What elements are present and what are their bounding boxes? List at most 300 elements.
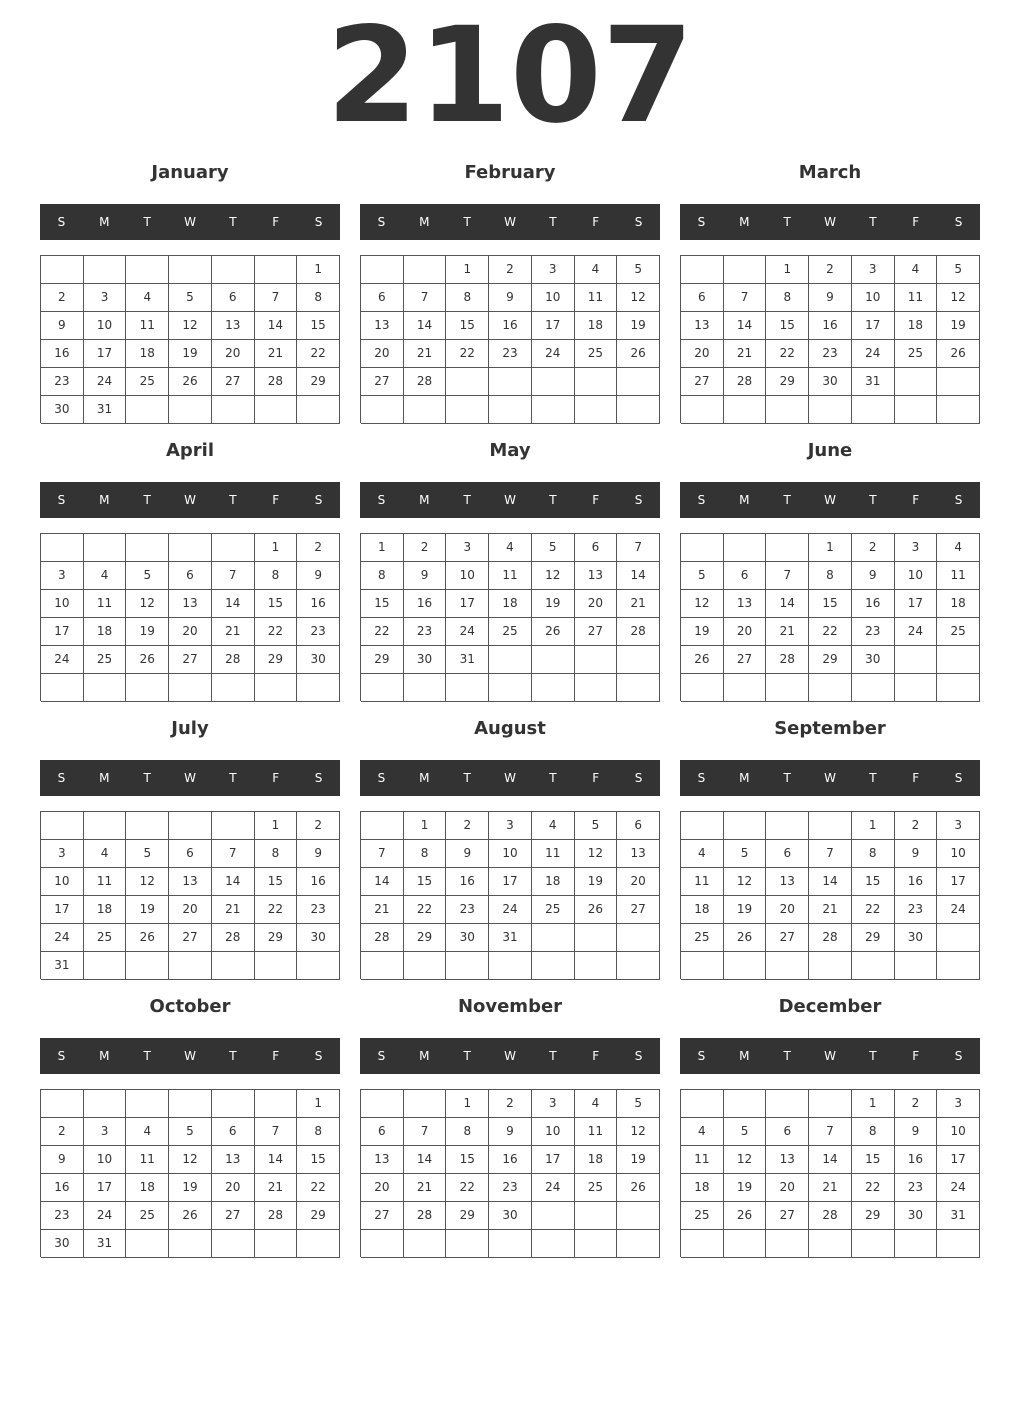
day-cell: 3 (489, 812, 532, 840)
day-cell: 7 (404, 1118, 447, 1146)
day-cell: 12 (575, 840, 618, 868)
day-cell: 5 (169, 1118, 212, 1146)
day-cell: 23 (489, 1174, 532, 1202)
day-cell: 6 (361, 284, 404, 312)
weekday-label: W (184, 215, 196, 229)
empty-day-cell (575, 396, 618, 424)
empty-day-cell (255, 396, 298, 424)
empty-day-cell (724, 812, 767, 840)
weekday-label: M (419, 493, 430, 507)
day-cell: 16 (404, 590, 447, 618)
day-cell: 2 (41, 284, 84, 312)
day-cell: 28 (212, 924, 255, 952)
day-cell: 19 (617, 1146, 660, 1174)
empty-day-cell (446, 396, 489, 424)
day-cell: 16 (297, 868, 340, 896)
weekday-label: T (549, 493, 557, 507)
day-cell: 17 (532, 1146, 575, 1174)
day-cell: 21 (809, 1174, 852, 1202)
empty-day-cell (809, 952, 852, 980)
empty-day-cell (937, 396, 980, 424)
day-grid (40, 811, 340, 979)
day-cell: 15 (446, 312, 489, 340)
day-cell: 22 (297, 1174, 340, 1202)
empty-day-cell (681, 952, 724, 980)
empty-day-cell (41, 812, 84, 840)
empty-day-cell (724, 1090, 767, 1118)
month-name: October (149, 996, 231, 1017)
day-cell: 1 (404, 812, 447, 840)
day-cell: 19 (532, 590, 575, 618)
empty-day-cell (895, 368, 938, 396)
day-cell: 27 (575, 618, 618, 646)
day-cell: 1 (809, 534, 852, 562)
empty-day-cell (41, 674, 84, 702)
day-cell: 3 (937, 812, 980, 840)
day-cell: 23 (404, 618, 447, 646)
empty-day-cell (681, 1090, 724, 1118)
day-cell: 13 (617, 840, 660, 868)
weekday-label: T (869, 771, 877, 785)
day-cell: 22 (404, 896, 447, 924)
day-cell: 7 (809, 840, 852, 868)
day-cell: 10 (446, 562, 489, 590)
day-cell: 13 (681, 312, 724, 340)
weekday-label: F (272, 771, 280, 785)
weekday-header (40, 760, 340, 796)
empty-day-cell (766, 952, 809, 980)
weekday-label: F (592, 771, 600, 785)
day-cell: 25 (126, 1202, 169, 1230)
day-cell: 5 (724, 1118, 767, 1146)
empty-day-cell (575, 368, 618, 396)
day-cell: 17 (895, 590, 938, 618)
empty-day-cell (169, 396, 212, 424)
weekday-label: S (377, 493, 386, 507)
weekday-label: T (143, 1049, 151, 1063)
day-cell: 15 (852, 868, 895, 896)
day-cell: 16 (809, 312, 852, 340)
empty-day-cell (766, 1230, 809, 1258)
day-cell: 1 (446, 1090, 489, 1118)
day-cell: 23 (297, 618, 340, 646)
day-cell: 10 (532, 284, 575, 312)
day-cell: 9 (809, 284, 852, 312)
day-cell: 7 (255, 284, 298, 312)
empty-day-cell (255, 1230, 298, 1258)
empty-day-cell (895, 646, 938, 674)
day-cell: 24 (84, 368, 127, 396)
day-cell: 28 (255, 368, 298, 396)
day-cell: 13 (361, 1146, 404, 1174)
empty-day-cell (212, 396, 255, 424)
day-cell: 8 (361, 562, 404, 590)
day-cell: 13 (169, 590, 212, 618)
weekday-label: S (314, 1049, 323, 1063)
day-cell: 20 (575, 590, 618, 618)
day-cell: 16 (489, 1146, 532, 1174)
weekday-label: W (824, 215, 836, 229)
day-cell: 19 (724, 1174, 767, 1202)
weekday-label: S (697, 1049, 706, 1063)
day-cell: 8 (809, 562, 852, 590)
empty-day-cell (575, 646, 618, 674)
weekday-label: T (869, 493, 877, 507)
day-cell: 29 (852, 1202, 895, 1230)
day-grid (40, 1089, 340, 1257)
day-cell: 26 (724, 1202, 767, 1230)
day-cell: 27 (212, 1202, 255, 1230)
weekday-label: S (377, 215, 386, 229)
day-cell: 9 (852, 562, 895, 590)
empty-day-cell (169, 256, 212, 284)
weekday-label: W (504, 493, 516, 507)
day-cell: 21 (212, 896, 255, 924)
day-cell: 24 (852, 340, 895, 368)
day-cell: 30 (446, 924, 489, 952)
empty-day-cell (297, 396, 340, 424)
day-cell: 10 (41, 590, 84, 618)
empty-day-cell (126, 812, 169, 840)
day-cell: 2 (489, 256, 532, 284)
empty-day-cell (489, 674, 532, 702)
day-cell: 22 (255, 896, 298, 924)
weekday-label: T (463, 771, 471, 785)
day-cell: 15 (255, 868, 298, 896)
weekday-label: T (463, 493, 471, 507)
day-cell: 30 (852, 646, 895, 674)
day-cell: 7 (724, 284, 767, 312)
day-cell: 8 (255, 562, 298, 590)
day-cell: 22 (809, 618, 852, 646)
day-cell: 27 (766, 924, 809, 952)
day-cell: 9 (41, 312, 84, 340)
day-cell: 15 (361, 590, 404, 618)
day-cell: 7 (766, 562, 809, 590)
day-cell: 17 (41, 618, 84, 646)
day-cell: 15 (404, 868, 447, 896)
day-cell: 4 (84, 840, 127, 868)
day-cell: 18 (489, 590, 532, 618)
day-cell: 20 (766, 896, 809, 924)
day-cell: 28 (809, 924, 852, 952)
day-cell: 10 (41, 868, 84, 896)
empty-day-cell (404, 396, 447, 424)
empty-day-cell (575, 1230, 618, 1258)
day-cell: 7 (361, 840, 404, 868)
empty-day-cell (575, 924, 618, 952)
day-cell: 28 (255, 1202, 298, 1230)
day-cell: 1 (852, 1090, 895, 1118)
weekday-label: W (184, 771, 196, 785)
day-cell: 24 (41, 924, 84, 952)
day-cell: 23 (41, 1202, 84, 1230)
empty-day-cell (809, 674, 852, 702)
weekday-label: M (99, 771, 110, 785)
day-cell: 3 (532, 1090, 575, 1118)
weekday-label: S (57, 771, 66, 785)
weekday-label: T (463, 215, 471, 229)
empty-day-cell (404, 1090, 447, 1118)
empty-day-cell (724, 256, 767, 284)
day-cell: 29 (255, 646, 298, 674)
empty-day-cell (895, 1230, 938, 1258)
day-cell: 3 (852, 256, 895, 284)
day-cell: 29 (766, 368, 809, 396)
weekday-label: W (824, 493, 836, 507)
day-cell: 27 (169, 646, 212, 674)
empty-day-cell (361, 952, 404, 980)
empty-day-cell (361, 812, 404, 840)
day-cell: 13 (169, 868, 212, 896)
day-cell: 11 (126, 1146, 169, 1174)
day-cell: 4 (937, 534, 980, 562)
empty-day-cell (852, 952, 895, 980)
empty-day-cell (212, 674, 255, 702)
weekday-label: S (314, 215, 323, 229)
weekday-label: S (57, 1049, 66, 1063)
empty-day-cell (446, 952, 489, 980)
day-cell: 14 (255, 1146, 298, 1174)
weekday-label: F (912, 493, 920, 507)
day-cell: 2 (895, 1090, 938, 1118)
day-cell: 7 (255, 1118, 298, 1146)
day-cell: 11 (575, 1118, 618, 1146)
empty-day-cell (617, 368, 660, 396)
month-name: May (489, 440, 531, 461)
day-cell: 8 (766, 284, 809, 312)
day-cell: 30 (895, 924, 938, 952)
weekday-label: M (419, 1049, 430, 1063)
day-cell: 22 (361, 618, 404, 646)
empty-day-cell (255, 674, 298, 702)
day-cell: 1 (255, 812, 298, 840)
month-name: August (474, 718, 546, 739)
day-cell: 7 (809, 1118, 852, 1146)
empty-day-cell (84, 674, 127, 702)
weekday-label: S (954, 1049, 963, 1063)
empty-day-cell (766, 812, 809, 840)
day-cell: 27 (361, 1202, 404, 1230)
day-cell: 24 (41, 646, 84, 674)
empty-day-cell (169, 674, 212, 702)
day-cell: 10 (937, 1118, 980, 1146)
day-cell: 5 (532, 534, 575, 562)
day-cell: 21 (255, 340, 298, 368)
day-cell: 8 (446, 284, 489, 312)
empty-day-cell (361, 256, 404, 284)
day-cell: 25 (895, 340, 938, 368)
day-cell: 9 (41, 1146, 84, 1174)
empty-day-cell (169, 534, 212, 562)
empty-day-cell (724, 534, 767, 562)
day-cell: 20 (361, 1174, 404, 1202)
day-cell: 20 (724, 618, 767, 646)
day-cell: 25 (84, 924, 127, 952)
day-cell: 23 (446, 896, 489, 924)
day-cell: 9 (446, 840, 489, 868)
weekday-label: S (377, 1049, 386, 1063)
day-cell: 23 (852, 618, 895, 646)
weekday-label: S (377, 771, 386, 785)
day-cell: 11 (126, 312, 169, 340)
day-cell: 4 (895, 256, 938, 284)
empty-day-cell (126, 952, 169, 980)
day-cell: 15 (297, 312, 340, 340)
day-grid (680, 255, 980, 423)
day-cell: 4 (84, 562, 127, 590)
weekday-label: W (504, 771, 516, 785)
day-cell: 27 (724, 646, 767, 674)
empty-day-cell (126, 1090, 169, 1118)
weekday-label: T (783, 215, 791, 229)
day-cell: 26 (169, 368, 212, 396)
weekday-label: T (143, 493, 151, 507)
empty-day-cell (617, 1230, 660, 1258)
day-cell: 29 (809, 646, 852, 674)
day-cell: 8 (297, 284, 340, 312)
day-cell: 1 (852, 812, 895, 840)
empty-day-cell (852, 674, 895, 702)
day-grid (40, 533, 340, 701)
weekday-label: M (99, 215, 110, 229)
empty-day-cell (41, 256, 84, 284)
day-cell: 1 (361, 534, 404, 562)
day-cell: 3 (446, 534, 489, 562)
day-cell: 3 (41, 562, 84, 590)
day-cell: 21 (404, 1174, 447, 1202)
weekday-label: S (314, 771, 323, 785)
day-cell: 24 (895, 618, 938, 646)
day-cell: 20 (681, 340, 724, 368)
month-name: July (171, 718, 209, 739)
empty-day-cell (937, 368, 980, 396)
weekday-label: M (739, 493, 750, 507)
day-cell: 30 (41, 1230, 84, 1258)
day-cell: 8 (404, 840, 447, 868)
empty-day-cell (404, 952, 447, 980)
day-cell: 5 (617, 1090, 660, 1118)
day-cell: 13 (212, 312, 255, 340)
day-cell: 25 (84, 646, 127, 674)
day-cell: 5 (169, 284, 212, 312)
day-grid (680, 533, 980, 701)
day-cell: 4 (681, 1118, 724, 1146)
day-cell: 29 (404, 924, 447, 952)
weekday-label: S (57, 215, 66, 229)
weekday-label: M (419, 215, 430, 229)
day-cell: 29 (361, 646, 404, 674)
weekday-header (40, 204, 340, 240)
day-cell: 11 (575, 284, 618, 312)
empty-day-cell (41, 1090, 84, 1118)
weekday-label: W (184, 1049, 196, 1063)
empty-day-cell (575, 674, 618, 702)
day-cell: 5 (681, 562, 724, 590)
day-cell: 24 (937, 1174, 980, 1202)
day-cell: 14 (212, 590, 255, 618)
month-name: April (165, 440, 215, 461)
empty-day-cell (84, 812, 127, 840)
weekday-label: F (592, 493, 600, 507)
empty-day-cell (212, 256, 255, 284)
day-cell: 29 (852, 924, 895, 952)
day-cell: 16 (489, 312, 532, 340)
day-cell: 1 (446, 256, 489, 284)
weekday-label: M (739, 1049, 750, 1063)
day-cell: 14 (404, 1146, 447, 1174)
day-cell: 20 (361, 340, 404, 368)
day-cell: 20 (169, 896, 212, 924)
weekday-label: S (697, 493, 706, 507)
empty-day-cell (41, 534, 84, 562)
empty-day-cell (404, 674, 447, 702)
weekday-label: M (739, 215, 750, 229)
empty-day-cell (84, 256, 127, 284)
day-cell: 15 (446, 1146, 489, 1174)
day-cell: 30 (809, 368, 852, 396)
weekday-label: T (869, 215, 877, 229)
day-cell: 5 (617, 256, 660, 284)
day-cell: 1 (297, 1090, 340, 1118)
empty-day-cell (126, 1230, 169, 1258)
empty-day-cell (575, 952, 618, 980)
day-cell: 13 (212, 1146, 255, 1174)
day-cell: 18 (575, 1146, 618, 1174)
day-cell: 10 (937, 840, 980, 868)
weekday-label: S (954, 493, 963, 507)
empty-day-cell (575, 1202, 618, 1230)
weekday-label: W (184, 493, 196, 507)
day-cell: 9 (489, 1118, 532, 1146)
day-cell: 31 (852, 368, 895, 396)
empty-day-cell (212, 812, 255, 840)
day-cell: 31 (489, 924, 532, 952)
weekday-label: W (504, 215, 516, 229)
day-cell: 9 (895, 1118, 938, 1146)
day-cell: 24 (937, 896, 980, 924)
weekday-label: S (634, 215, 643, 229)
day-cell: 29 (255, 924, 298, 952)
empty-day-cell (809, 1230, 852, 1258)
day-cell: 20 (212, 1174, 255, 1202)
day-cell: 30 (297, 646, 340, 674)
day-cell: 12 (532, 562, 575, 590)
day-cell: 10 (489, 840, 532, 868)
empty-day-cell (169, 1090, 212, 1118)
day-cell: 26 (169, 1202, 212, 1230)
day-cell: 13 (361, 312, 404, 340)
day-cell: 6 (575, 534, 618, 562)
day-cell: 6 (724, 562, 767, 590)
empty-day-cell (126, 396, 169, 424)
day-cell: 27 (766, 1202, 809, 1230)
empty-day-cell (489, 396, 532, 424)
day-cell: 22 (852, 1174, 895, 1202)
empty-day-cell (126, 674, 169, 702)
month-name: November (457, 996, 563, 1017)
day-cell: 6 (766, 1118, 809, 1146)
day-cell: 13 (575, 562, 618, 590)
weekday-header (360, 760, 660, 796)
weekday-label: W (824, 771, 836, 785)
day-cell: 23 (895, 1174, 938, 1202)
day-cell: 21 (255, 1174, 298, 1202)
day-cell: 28 (404, 368, 447, 396)
day-cell: 14 (212, 868, 255, 896)
day-cell: 18 (126, 340, 169, 368)
day-cell: 10 (852, 284, 895, 312)
